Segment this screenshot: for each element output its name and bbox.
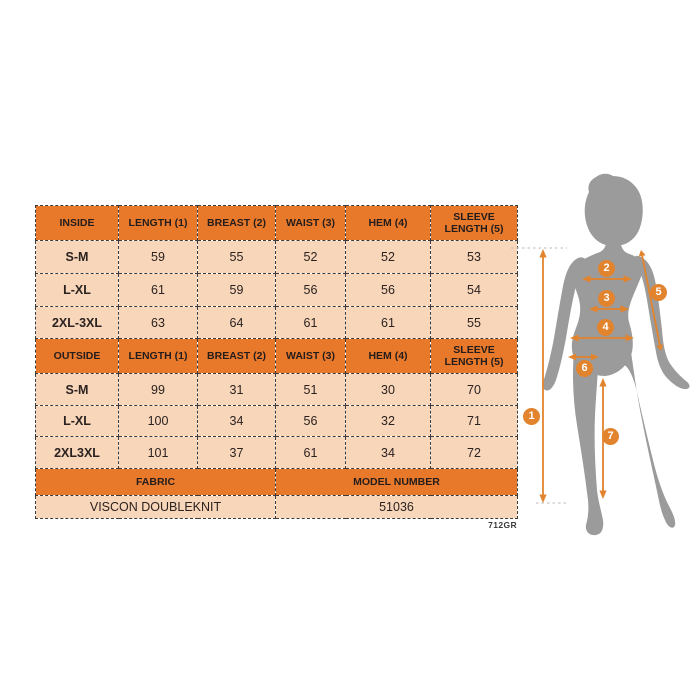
size-label: S-M (36, 374, 119, 406)
right-arm-shape (634, 256, 690, 389)
table-row (36, 437, 518, 469)
fabric-model-value-row (36, 496, 518, 519)
value-cell: 56 (276, 406, 346, 437)
value-cell: 30 (346, 374, 431, 406)
outside-header-cell: OUTSIDE (36, 339, 119, 374)
value-cell: 34 (346, 437, 431, 469)
value-cell: 71 (431, 406, 518, 437)
value-cell: 53 (431, 241, 518, 274)
value-cell: 52 (276, 241, 346, 274)
size-label: L-XL (36, 406, 119, 437)
fabric-header-cell: FABRIC (36, 469, 276, 496)
value-cell: 54 (431, 274, 518, 307)
size-label: S-M (36, 241, 119, 274)
breast-header-cell: BREAST (2) (198, 339, 276, 374)
value-cell: 32 (346, 406, 431, 437)
value-cell: 56 (346, 274, 431, 307)
value-cell: 31 (198, 374, 276, 406)
table-row (36, 274, 518, 307)
fabric-model-header-row (36, 469, 518, 496)
waist-header-cell: WAIST (3) (276, 339, 346, 374)
sleeve-header-cell: SLEEVE LENGTH (5) (431, 339, 518, 374)
value-cell: 55 (198, 241, 276, 274)
value-cell: 61 (346, 307, 431, 339)
value-cell: 37 (198, 437, 276, 469)
size-label: 2XL-3XL (36, 307, 119, 339)
value-cell: 59 (198, 274, 276, 307)
value-cell: 99 (119, 374, 198, 406)
measure-badge-7: 7 (602, 428, 619, 445)
value-cell: 63 (119, 307, 198, 339)
model-number-header-cell: MODEL NUMBER (276, 469, 518, 496)
value-cell: 72 (431, 437, 518, 469)
size-label: L-XL (36, 274, 119, 307)
table-row (36, 406, 518, 437)
value-cell: 101 (119, 437, 198, 469)
measure-badge-1: 1 (523, 408, 540, 425)
waist-header-cell: WAIST (3) (276, 206, 346, 241)
value-cell: 100 (119, 406, 198, 437)
value-cell: 64 (198, 307, 276, 339)
woman-silhouette (543, 174, 689, 535)
sleeve-header-cell: SLEEVE LENGTH (5) (431, 206, 518, 241)
measure-badge-5: 5 (650, 284, 667, 301)
value-cell: 59 (119, 241, 198, 274)
guide-dash-lines (511, 248, 568, 503)
figure-svg (500, 160, 700, 560)
value-cell: 61 (119, 274, 198, 307)
sheet-code: 712GR (488, 520, 517, 530)
value-cell: 55 (431, 307, 518, 339)
table-row (36, 374, 518, 406)
table-row (36, 307, 518, 339)
value-cell: 52 (346, 241, 431, 274)
value-cell: 56 (276, 274, 346, 307)
value-cell: 51 (276, 374, 346, 406)
measure-badge-3: 3 (598, 290, 615, 307)
hem-header-cell: HEM (4) (346, 206, 431, 241)
inside-header-row (36, 206, 518, 241)
inside-header-cell: INSIDE (36, 206, 119, 241)
value-cell: 61 (276, 307, 346, 339)
value-cell: 70 (431, 374, 518, 406)
breast-header-cell: BREAST (2) (198, 206, 276, 241)
model-number-value: 51036 (276, 496, 518, 519)
table-row (36, 241, 518, 274)
length-header-cell: LENGTH (1) (119, 206, 198, 241)
hem-header-cell: HEM (4) (346, 339, 431, 374)
left-leg-shape (573, 350, 603, 535)
fabric-value: VISCON DOUBLEKNIT (36, 496, 276, 519)
measurement-diagram (500, 160, 700, 560)
size-label: 2XL3XL (36, 437, 119, 469)
measure-badge-6: 6 (576, 360, 593, 377)
head-shape (585, 174, 643, 246)
measure-badge-2: 2 (598, 260, 615, 277)
measure-badge-4: 4 (597, 319, 614, 336)
outside-header-row (36, 339, 518, 374)
value-cell: 61 (276, 437, 346, 469)
size-table (35, 205, 518, 519)
length-header-cell: LENGTH (1) (119, 339, 198, 374)
value-cell: 34 (198, 406, 276, 437)
